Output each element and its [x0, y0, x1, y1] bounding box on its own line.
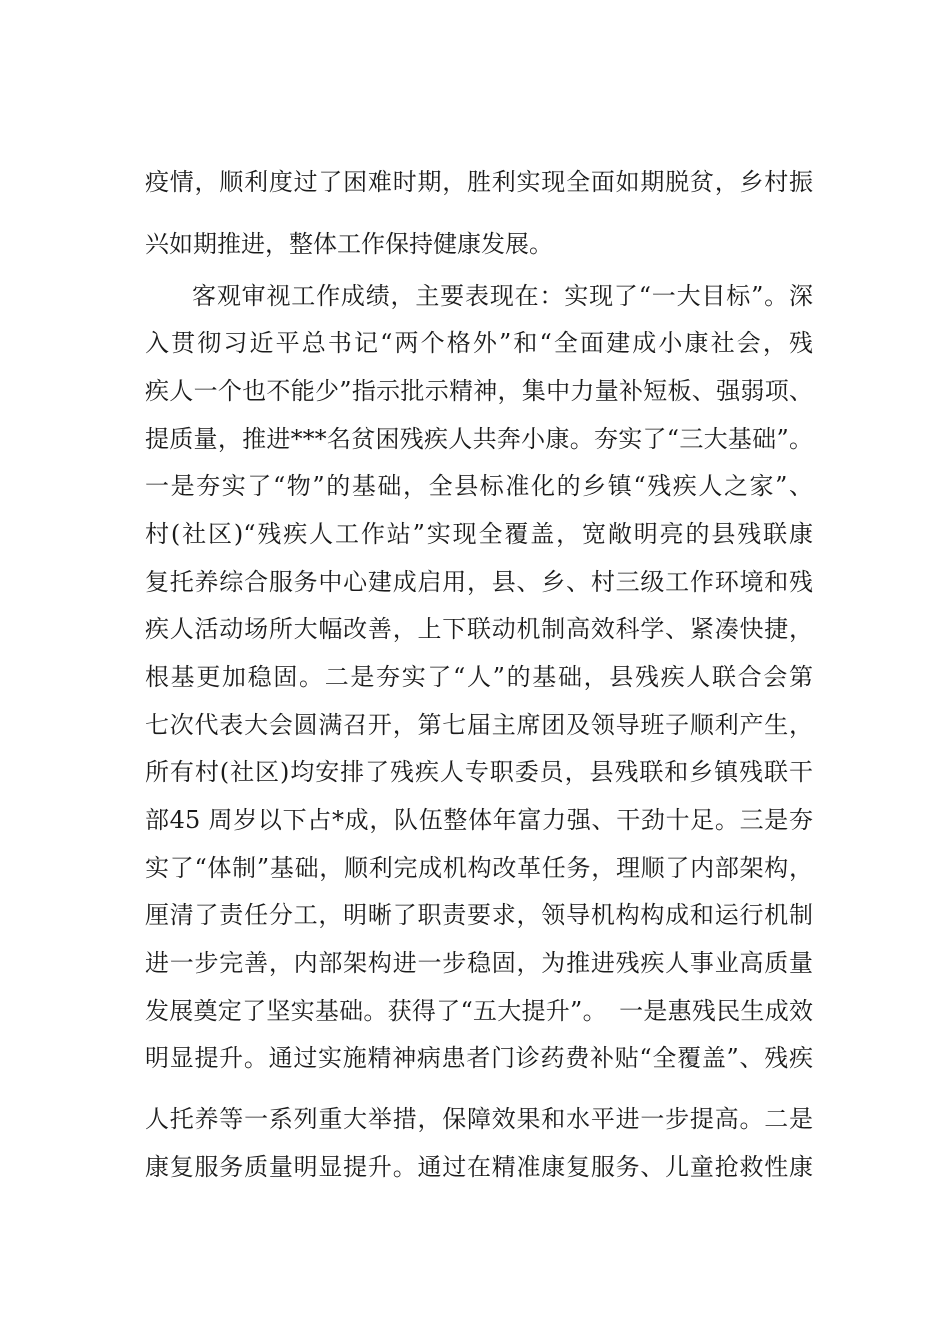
text-line: 疫情，顺利度过了困难时期，胜利实现全面如期脱贫，乡村振	[145, 168, 813, 196]
paragraph-first-line: 客观审视工作成绩，主要表现在：实现了“一大目标”。深	[192, 282, 813, 310]
text-line: 疾人一个也不能少”指示批示精神，集中力量补短板、强弱项、	[145, 377, 813, 405]
text-line: 村(社区)“残疾人工作站”实现全覆盖，宽敞明亮的县残联康	[145, 520, 813, 548]
text-line: 入贯彻习近平总书记“两个格外”和“全面建成小康社会，残	[145, 329, 813, 357]
text-line: 部45 周岁以下占*成，队伍整体年富力强、干劲十足。三是夯	[145, 806, 813, 834]
text-line: 疾人活动场所大幅改善，上下联动机制高效科学、紧凑快捷，	[145, 615, 813, 643]
text-line: 明显提升。通过实施精神病患者门诊药费补贴“全覆盖”、残疾	[145, 1044, 813, 1072]
text-line: 发展奠定了坚实基础。获得了“五大提升”。 一是惠残民生成效	[145, 997, 813, 1025]
text-line: 所有村(社区)均安排了残疾人专职委员，县残联和乡镇残联干	[145, 758, 813, 786]
text-line: 兴如期推进，整体工作保持健康发展。	[145, 230, 553, 258]
text-line: 厘清了责任分工，明晰了职责要求，领导机构构成和运行机制	[145, 901, 813, 929]
text-line: 根基更加稳固。二是夯实了“人”的基础，县残疾人联合会第	[145, 663, 813, 691]
text-line: 康复服务质量明显提升。通过在精准康复服务、儿童抢救性康	[145, 1153, 813, 1181]
text-line: 提质量，推进***名贫困残疾人共奔小康。夯实了“三大基础”。	[145, 425, 813, 453]
text-line: 实了“体制”基础，顺利完成机构改革任务，理顺了内部架构，	[145, 854, 813, 882]
text-line: 人托养等一系列重大举措，保障效果和水平进一步提高。二是	[145, 1105, 813, 1133]
text-line: 进一步完善，内部架构进一步稳固，为推进残疾人事业高质量	[145, 949, 813, 977]
text-line: 一是夯实了“物”的基础，全县标准化的乡镇“残疾人之家”、	[145, 472, 813, 500]
text-line: 复托养综合服务中心建成启用，县、乡、村三级工作环境和残	[145, 568, 813, 596]
text-line: 七次代表大会圆满召开，第七届主席团及领导班子顺利产生，	[145, 711, 813, 739]
